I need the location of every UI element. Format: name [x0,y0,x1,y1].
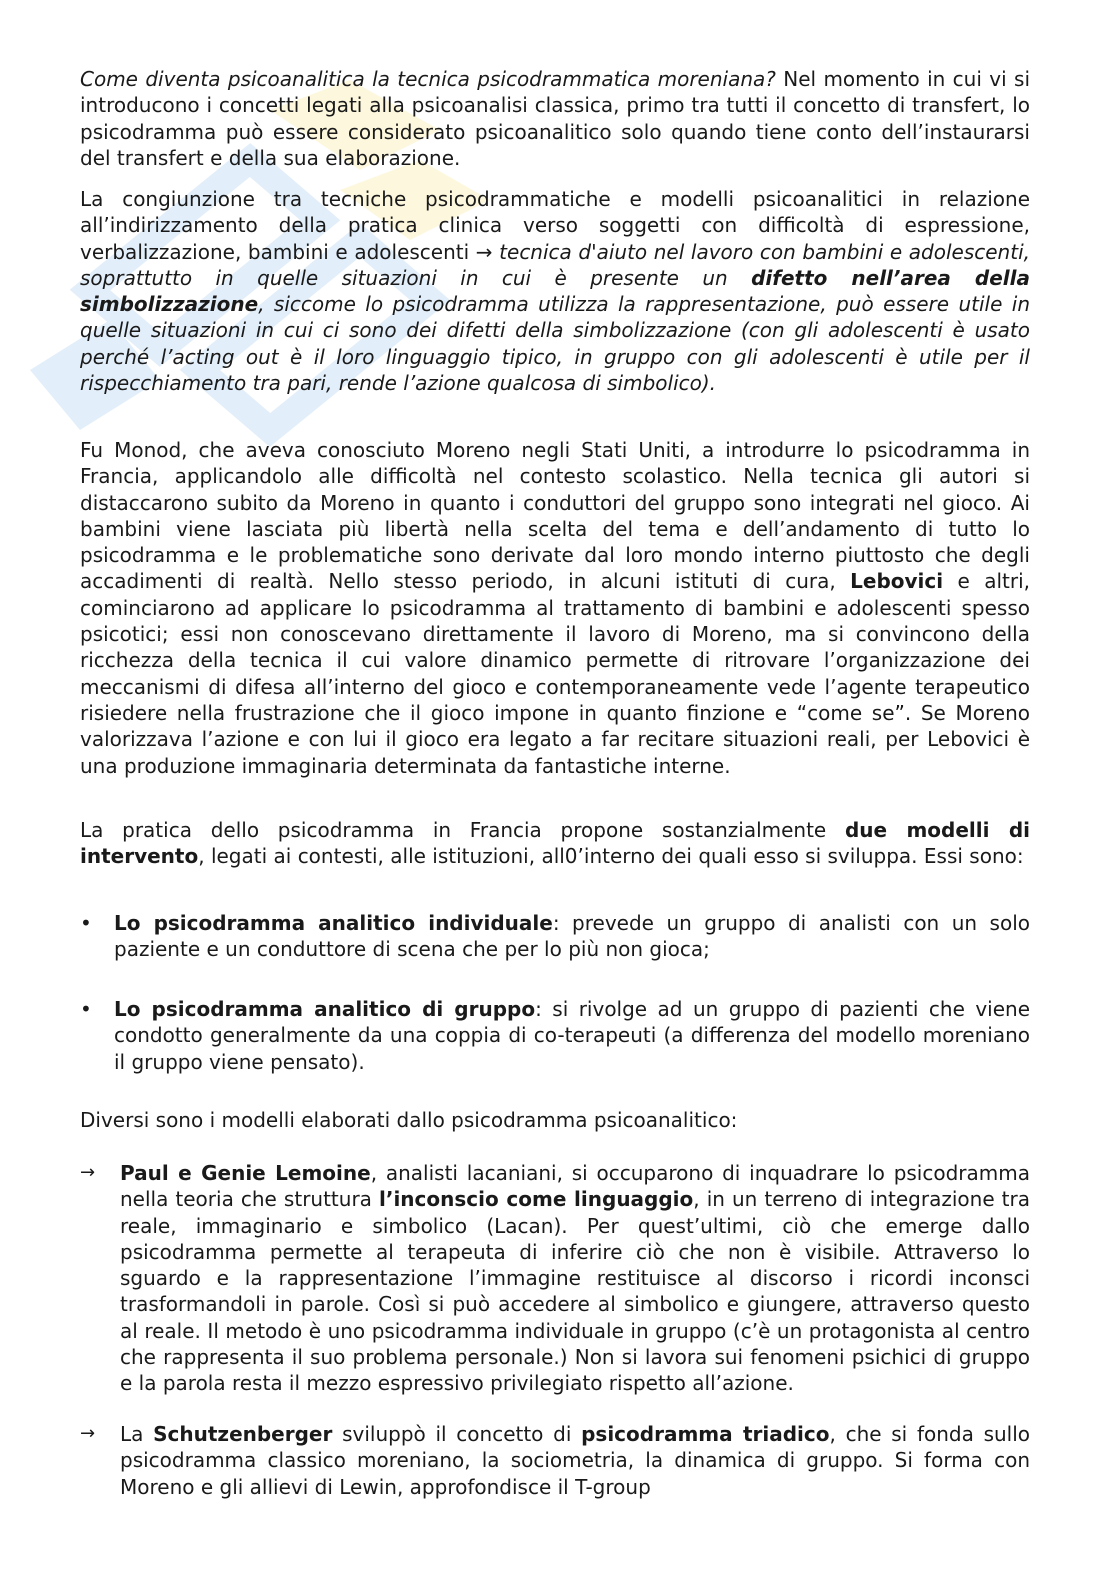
paragraph-intro [80,66,1030,171]
schutz-lead: La [120,1422,154,1446]
paragraph-francia [80,817,1030,870]
arrow-icon: → [475,239,493,264]
due-modelli-term: due modelli di intervento [80,818,1030,869]
schutzenberger-term: Schutzenberger [153,1422,333,1446]
italic-text: tecnica d'aiuto nel lavoro con bambini e adolescenti, soprattutto in quelle situazioni in cui è presente un [80,239,1030,290]
arrow-bullet-icon: → [80,1162,96,1183]
bullet-icon: • [80,911,92,935]
lemoine-term: Paul e Genie Lemoine [120,1161,371,1185]
question-lead: Come diventa psicoanalitica la tecnica psicodrammatica moreniana? [80,67,776,91]
italic-text-cont: , siccome lo psicodramma utilizza la rappresentazione, può essere utile in quelle situazioni in cui ci sono dei difetti della simbolizzazione (con gli adolescenti è usato perché l’acting out è il loro linguaggio tipico, in gruppo con gli adolescenti è utile per il rispecchiamento tra pari, rende l’azione qualcosa di simbolico). [80,292,1030,396]
bullet-icon: • [80,997,92,1021]
congiunzione-text: La congiunzione tra tecniche psicodrammatiche e modelli psicoanalitici in relazione all’indirizzamento della pratica clinica verso soggetti con difficoltà di espressione, verbalizzazione, bambini e adolescenti [80,187,1030,264]
lebovici-term: Lebovici [850,569,944,594]
inconscio-term: l’inconscio come linguaggio [378,1187,694,1212]
francia-text: La pratica dello psicodramma in Francia propone sostanzialmente [80,818,845,842]
monod-text: Fu Monod, che aveva conosciuto Moreno negli Stati Uniti, a introdurre lo psicodramma in Francia, applicandolo alle difficoltà nel contesto scolastico. Nella tecnica gli autori si distaccarono subito da Moreno in quanto i conduttori del gruppo sono integrati nel gioco. Ai bambini viene lasciata più libertà nella scelta del tema e dell’andamento di tutto lo psicodramma e le problematiche sono derivate dal loro mondo interno piuttosto che degli accadimenti di realtà. Nello stesso periodo, in alcuni istituti di cura, [80,438,1030,594]
triadico-term: psicodramma triadico [581,1422,830,1446]
paragraph-diversi [80,1107,1030,1133]
bullet-text: : si rivolge ad un gruppo di pazienti che viene condotto generalmente da una coppia di co-terapeuti (a differenza del modello moreniano il gruppo viene pensato). [114,997,1030,1074]
bullet-text: : prevede un gruppo di analisti con un solo paziente e un conduttore di scena che per lo più non gioca; [114,911,1030,962]
bullet-term: Lo psicodramma analitico individuale [114,911,553,935]
schutz-text: sviluppò il concetto di [332,1422,582,1446]
paragraph-monod [80,437,1030,779]
bullet-term: Lo psicodramma analitico di gruppo [114,997,536,1021]
intro-text: Nel momento in cui vi si introducono i concetti legati alla psicoanalisi classica, primo tra tutti il concetto di transfert, lo psicodramma può essere considerato psicoanalitico solo quando tiene conto dell’instaurarsi del transfert e della sua elaborazione. [80,67,1031,170]
diversi-text: Diversi sono i modelli elaborati dallo psicodramma psicoanalitico: [80,1108,738,1132]
lemoine-text: , analisti lacaniani, si occuparono di inquadrare lo psicodramma nella teoria che struttura [120,1161,1030,1212]
monod-text-cont: e altri, cominciarono ad applicare lo psicodramma al trattamento di bambini e adolescenti spesso psicotici; essi non conoscevano direttamente il lavoro di Moreno, ma si convincono della ricchezza della tecnica il cui valore dinamico permette di ritrovare l’organizzazione dei meccanismi di difesa all’interno del gioco e contemporaneamente vede l’agente terapeutico risiedere nella frustrazione che il gioco impone in quanto finzione e “come se”. Se Moreno valorizzava l’azione e con lui il gioco era legato a far recitare situazioni reali, per Lebovici è una produzione immaginaria determinata da fantastiche interne. [80,569,1031,778]
schutz-text-cont: , che si fonda sullo psicodramma classico moreniano, la sociometria, la dinamica di gruppo. Si forma con Moreno e gli allievi di Lewin, approfondisce il T-group [120,1422,1031,1499]
paragraph-congiunzione [80,186,1030,396]
bold-italic-term: difetto nell’area della simbolizzazione [80,265,1030,317]
lemoine-text-cont: , in un terreno di integrazione tra reale, immaginario e simbolico (Lacan). Per quest’ultimi, ciò che emerge dallo psicodramma permette al terapeuta di inferire ciò che non è visibile. Attraverso lo sguardo e la rappresentazione l’immagine restituisce al discorso i ricordi inconsci trasformandoli in parole. Così si può accedere al simbolico e giungere, attraverso questo al reale. Il metodo è uno psicodramma individuale in gruppo (c’è un protagonista al centro che rappresenta il suo problema personale.) Non si lavora sui fenomeni psichici di gruppo e la parola resta il mezzo espressivo privilegiato rispetto all’azione. [120,1187,1030,1396]
arrow-bullet-icon: → [80,1423,96,1444]
francia-text-cont: , legati ai contesti, alle istituzioni, all0’interno dei quali esso si sviluppa. Essi sono: [198,844,1024,869]
